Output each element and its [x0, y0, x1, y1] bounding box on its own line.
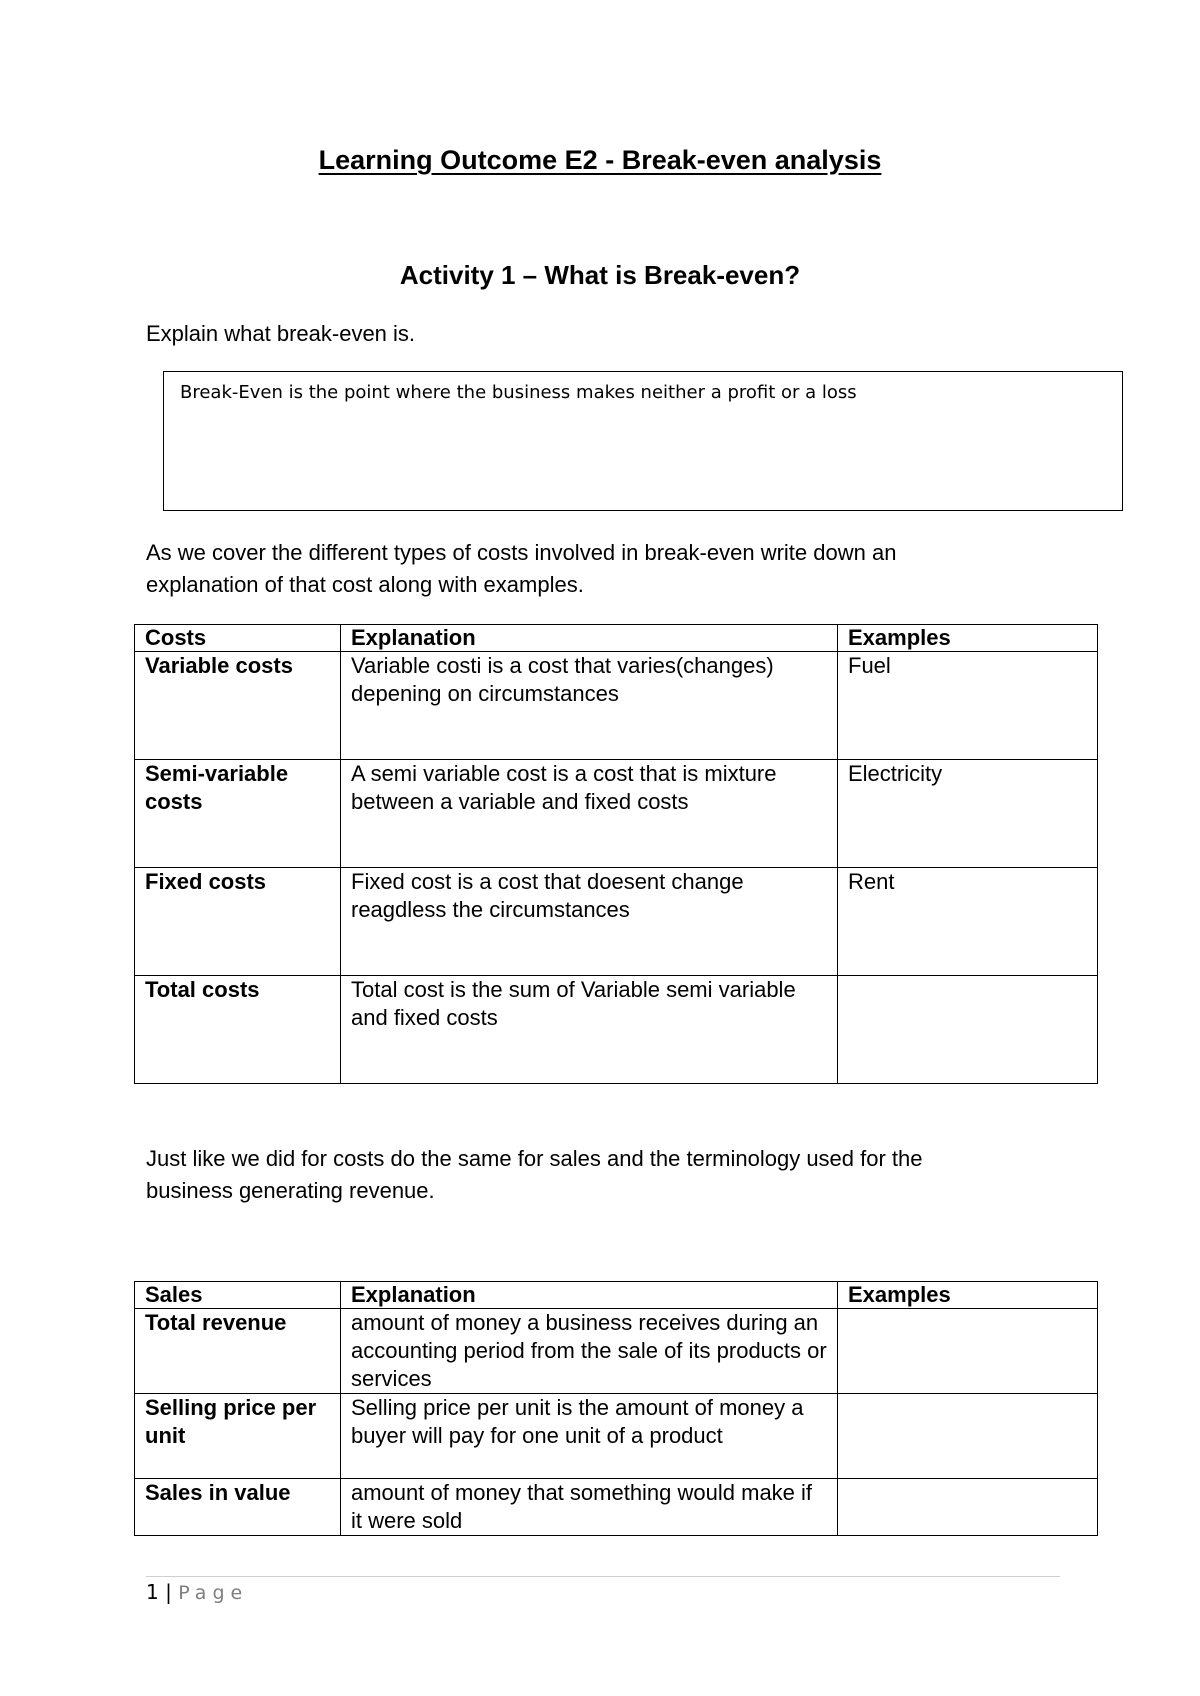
header-sales: Sales	[135, 1282, 341, 1309]
row-example[interactable]: Rent	[838, 868, 1098, 976]
document-title: Learning Outcome E2 - Break-even analysis	[318, 145, 882, 175]
table-row	[135, 868, 1098, 976]
table-row	[135, 1394, 1098, 1479]
prompt-sales-line-2: business generating revenue.	[146, 1178, 435, 1203]
row-explanation[interactable]: Fixed cost is a cost that doesent change reagdless the circumstances	[341, 868, 838, 976]
prompt-explain-break-even: Explain what break-even is.	[146, 321, 416, 346]
sales-table-header	[135, 1282, 1098, 1309]
row-explanation[interactable]: Variable costi is a cost that varies(changes) depening on circumstances	[341, 652, 838, 760]
row-label: Fixed costs	[135, 868, 341, 976]
row-explanation[interactable]: Selling price per unit is the amount of money a buyer will pay for one unit of a product	[341, 1394, 838, 1479]
row-label: Total revenue	[135, 1309, 341, 1394]
header-explanation: Explanation	[341, 1282, 838, 1309]
footer-separator: |	[165, 1580, 172, 1604]
activity-heading: Activity 1 – What is Break-even?	[399, 260, 801, 290]
table-row	[135, 760, 1098, 868]
row-example[interactable]: Fuel	[838, 652, 1098, 760]
header-examples: Examples	[838, 625, 1098, 652]
prompt-costs-line-1: As we cover the different types of costs involved in break-even write down an	[146, 540, 897, 565]
costs-table	[134, 624, 1098, 1084]
row-example[interactable]	[838, 976, 1098, 1084]
page-label: Page	[178, 1582, 249, 1604]
row-label: Variable costs	[135, 652, 341, 760]
table-row	[135, 1309, 1098, 1394]
row-example[interactable]: Electricity	[838, 760, 1098, 868]
footer-divider	[146, 1576, 1060, 1577]
prompt-costs-line-2: explanation of that cost along with examples.	[146, 572, 584, 597]
header-examples: Examples	[838, 1282, 1098, 1309]
row-label: Semi-variable costs	[135, 760, 341, 868]
row-example[interactable]	[838, 1394, 1098, 1479]
row-explanation[interactable]: Total cost is the sum of Variable semi variable and fixed costs	[341, 976, 838, 1084]
answer-box[interactable]	[163, 371, 1123, 511]
row-example[interactable]	[838, 1309, 1098, 1394]
page-footer	[146, 1580, 248, 1604]
row-label: Selling price per unit	[135, 1394, 341, 1479]
prompt-sales-line-1: Just like we did for costs do the same for sales and the terminology used for the	[146, 1146, 923, 1171]
row-example[interactable]	[838, 1479, 1098, 1536]
row-explanation[interactable]: A semi variable cost is a cost that is mixture between a variable and fixed costs	[341, 760, 838, 868]
answer-text: Break-Even is the point where the business makes neither a profit or a loss	[180, 382, 857, 403]
row-label: Sales in value	[135, 1479, 341, 1536]
table-row	[135, 1479, 1098, 1536]
row-label: Total costs	[135, 976, 341, 1084]
table-row	[135, 652, 1098, 760]
row-explanation[interactable]: amount of money a business receives during an accounting period from the sale of its products or services	[341, 1309, 838, 1394]
table-row	[135, 976, 1098, 1084]
sales-table	[134, 1281, 1098, 1536]
page-number: 1	[146, 1580, 159, 1604]
header-costs: Costs	[135, 625, 341, 652]
header-explanation: Explanation	[341, 625, 838, 652]
costs-table-header	[135, 625, 1098, 652]
row-explanation[interactable]: amount of money that something would make if it were sold	[341, 1479, 838, 1536]
